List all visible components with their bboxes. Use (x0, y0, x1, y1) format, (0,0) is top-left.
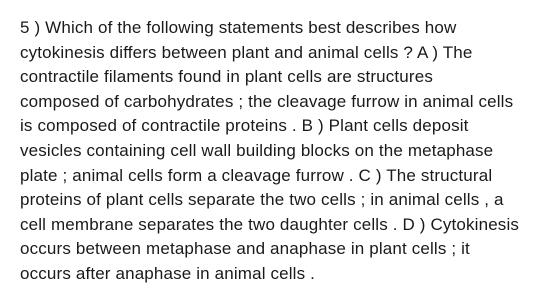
question-line: composed of carbohydrates ; the cleavage furrow in animal cells (20, 91, 514, 111)
question-line: is composed of contractile proteins . B ) Plant cells deposit (20, 116, 469, 136)
question-line: proteins of plant cells separate the two cells ; in animal cells , a (20, 190, 504, 210)
question-line: cytokinesis differs between plant and animal cells ? A ) The (20, 42, 473, 62)
question-line: contractile filaments found in plant cells are structures (20, 67, 433, 87)
question-line: cell membrane separates the two daughter cells . D ) Cytokinesis (20, 214, 520, 234)
question-line: occurs between metaphase and anaphase in plant cells ; it (20, 239, 470, 259)
question-line: occurs after anaphase in animal cells . (20, 263, 315, 283)
question-line: vesicles containing cell wall building blocks on the metaphase (20, 140, 494, 160)
question-line: 5 ) Which of the following statements best describes how (20, 18, 457, 37)
question-text (20, 16, 550, 287)
question-line: plate ; animal cells form a cleavage furrow . C ) The structural (20, 165, 493, 185)
